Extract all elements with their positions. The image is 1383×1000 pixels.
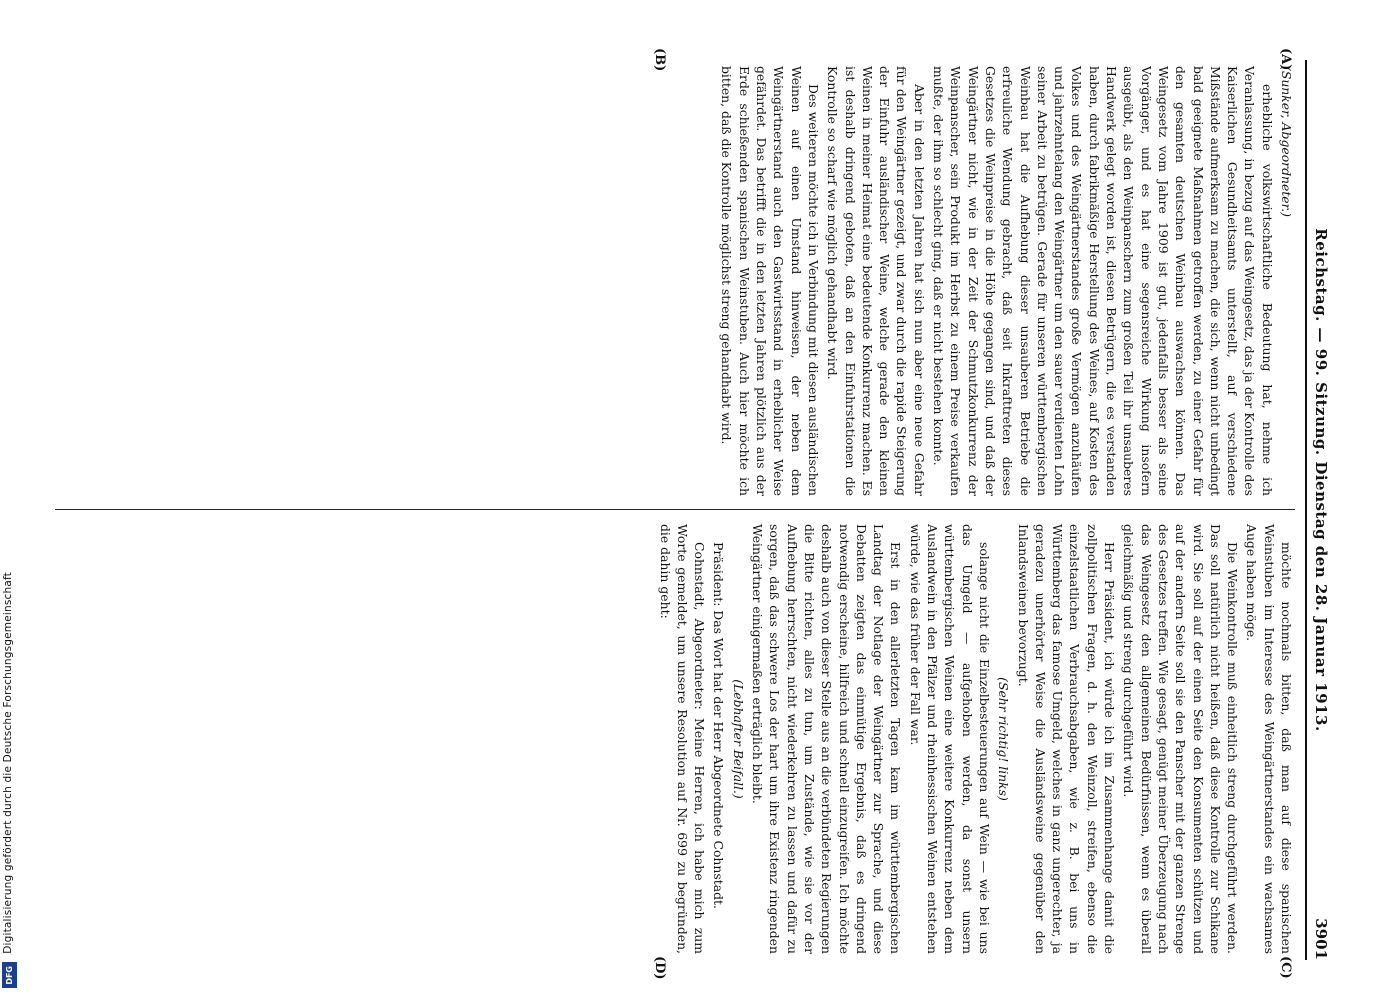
paragraph: Aber in den letzten Jahren hat sich nun aber eine neue Gefahr für den Weingärtner gezeigt, und zwar durch die rapide Steigerung der Einfuhr ausländischer Weine, welche gerade den kleinen Weinen in meiner Heimat eine bedeutende Konkurrenz machen. Es ist deshalb dringend geboten, daß an den Einfuhrstationen die Kontrolle so scharf wie möglich gehandhabt wird.: [825, 66, 927, 496]
margin-marker-a: (A): [1278, 48, 1293, 71]
margin-marker-b: (B): [652, 48, 667, 72]
dfg-logo: DFG: [2, 962, 17, 988]
speaker-name: (Sunker, Abgeordneter.): [1279, 66, 1294, 217]
paragraph: Präsident: Das Wort hat der Herr Abgeordnete Cohnstadt.: [711, 542, 727, 909]
page-header: [1305, 60, 1335, 960]
margin-marker-c: (C): [1278, 956, 1293, 979]
paragraph: möchte nochmals bitten, daß man auf diese spanischen Weinstuben im Interesse des Weingärtnerstandes ein wachsames Auge haben möge.: [1244, 524, 1294, 954]
page-number: 3901: [1312, 918, 1330, 960]
paragraph: Des weiteren möchte ich in Verbindung mit diesen ausländischen Weinen auf einen Umstand hinweisen, der neben dem Weingärtnerstand auch den Gastwirtsstand in erheblicher Weise gefährdet. Das betrifft die in den letzten Jahren plötzlich aus der Erde schießenden spanischen Weinstuben. Auch hier möchte ich bitten, daß die Kontrolle möglichst streng gehandhabt wird.: [719, 66, 821, 496]
newspaper-page: [43, 48, 1343, 980]
paragraph: erhebliche volkswirtschaftliche Bedeutung hat, nehme ich Veranlassung, in bezug auf das Weingesetz, das ja der Kontrolle des Kaiserlichen Gesundheitsamts unterstellt, auf verschiedene Mißstände aufmerksam zu machen, die sich, wenn nicht unbedingt bald geeignete Maßnahmen getroffen werden, zu einer Gefahr für den gesamten deutschen Weinbau auswachsen können. Das Weingesetz vom Jahre 1909 ist gut, jedenfalls besser als seine Vorgänger, und es hat eine segensreiche Wirkung insofern ausgeübt, als den Weinpanschern zum großen Teil ihr unsauberes Handwerk gelegt worden ist, diesen Betrügern, die es verstanden haben, durch fabrikmäßige Herstellung des Weines, auf Kosten des Volkes und des Weingärtnerstandes große Vermögen anzuhäufen und jahrzehntelang den Weingärtner um den sauer verdienten Lohn seiner Arbeit zu betrügen. Gerade für unseren württembergischen Weinbau hat die Aufhebung dieser unsauberen Betriebe die erfreuliche Wendung gebracht, daß seit Inkrafttreten dieses Gesetzes die Weinpreise in die Höhe gegangen sind, und daß der Weingärtner nicht, wie in der Zeit der Schmutzkonkurrenz der Weinpanscher, sein Produkt im Herbst zu einem Preise verkaufen mußte, der ihm so schlecht ging, daß er nicht bestehen konnte.: [931, 66, 1275, 496]
credit-text: Digitalisierung gefördert durch die Deutsche Forschungsgemeinschaft: [2, 572, 14, 954]
paragraph: Die Weinkontrolle muß einheitlich streng durchgeführt werden. Das soll natürlich nicht heißen, daß diese Kontrolle zur Schikane wird. Sie soll auf der einen Seite den Konsumenten schützen und auf der andern Seite soll sie den Panscher mit der ganzen Strenge des Gesetzes treffen. Wie gesagt, genügt meiner Überzeugung nach das Weingesetz den allgemeinen Bedürfnissen, wenn es überall gleichmäßig und streng durchgeführt wird.: [1121, 524, 1241, 954]
paragraph: Herr Präsident, ich würde ich im Zusammenhange damit die zollpolitischen Fragen, d. h. den Weinzoll, streifen, ebenso die einzelstaatlichen Verbrauchsabgaben, wie z. B. bei uns in Württemberg das famose Umgeld, welches in ganz ungerechter, ja geradezu unerhörter Weise die Ausländsweine gegenüber den Inlandsweinen bevorzugt.: [1015, 524, 1118, 954]
margin-marker-d: (D): [652, 956, 667, 980]
paragraph: Erst in den allerletzten Tagen kam im württembergischen Landtag der Notlage der Weingärtner zur Sprache, und diese Debatten zeigten das einmütige Ergebnis, daß es dringend notwendig erscheine, hilfreich und schnell einzugreifen. Ich möchte deshalb auch von dieser Stelle aus an die verbündeten Regierungen die Bitte richten, alles zu tun, um Zustände, wie sie vor der Aufhebung herrschten, nicht wiederkehren zu lassen und dafür zu sorgen, daß das schwere Los der hart um ihre Existenz ringenden Weingärtner einigermaßen erträglich bleibt.: [750, 524, 904, 954]
audience-reaction: (Sehr richtig! links): [996, 677, 1012, 801]
scanned-page: [28, 40, 1358, 980]
right-column: [55, 524, 1295, 954]
audience-reaction: (Lebhafter Beifall.): [730, 679, 746, 799]
paragraph: Cohnstadt, Abgeordneter: Meine Herren, ich habe mich zum Worte gemeldet, um unsere Resolution auf Nr. 699 zu begründen, die dahin geht:: [657, 524, 708, 954]
paragraph: solange nicht die Einzelbesteuerungen auf Wein — wie bei uns das Umgeld — aufgehoben werden, da sonst unsern württembergischen Weinen eine weitere Konkurrenz neben dem Auslandwein in den Pfälzer und rheinhessischen Weinen entstehen würde, wie das früher der Fall war.: [907, 524, 992, 954]
column-divider: [55, 509, 1295, 510]
left-column: [55, 66, 1295, 496]
header-title: Reichstag. — 99. Sitzung. Dienstag den 28. Januar 1913.: [1312, 228, 1330, 732]
digitization-credit: [0, 0, 20, 1000]
